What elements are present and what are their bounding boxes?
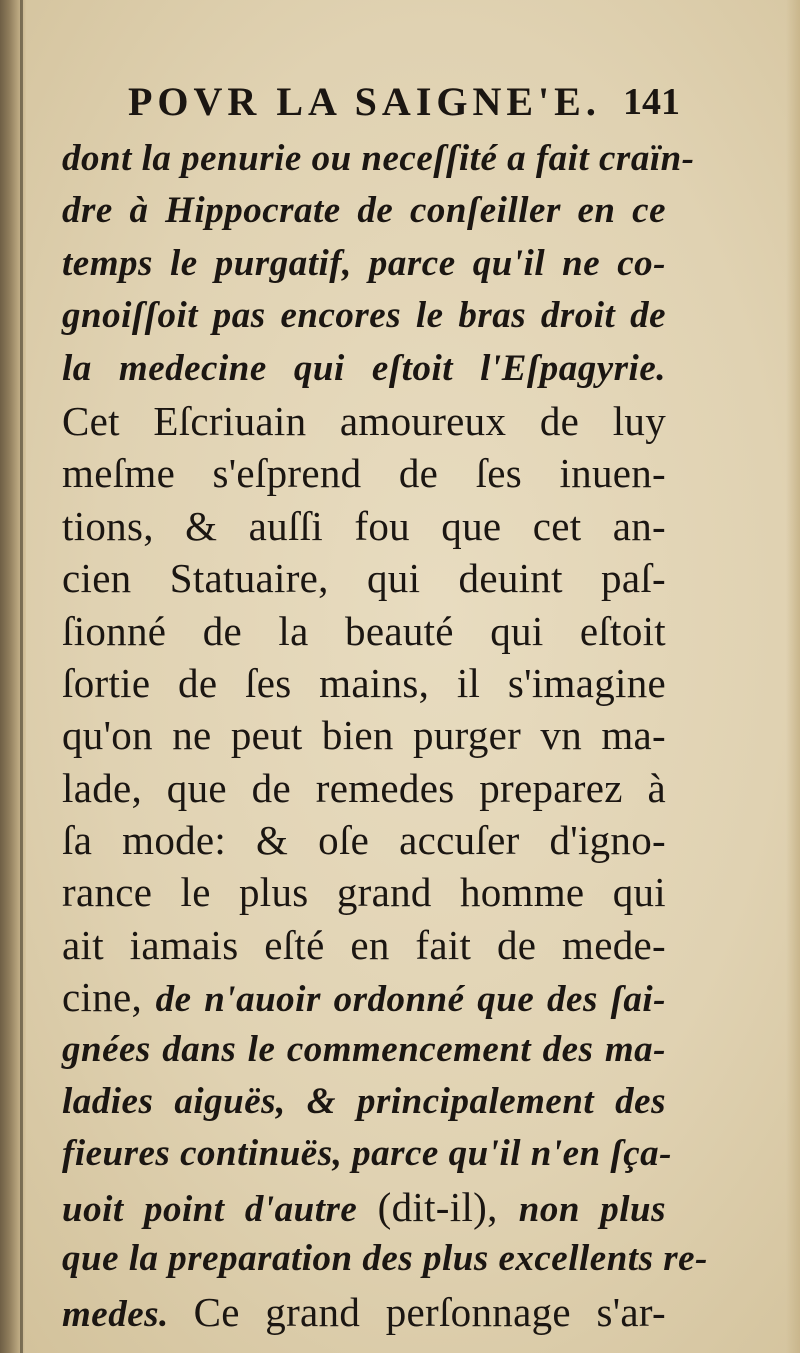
text-line	[62, 447, 666, 499]
text-segment: Ce grand perſonnage s'ar-	[193, 1288, 666, 1335]
text-line	[62, 185, 666, 237]
text-segment: la medecine qui eſtoit l'Eſpagyrie.	[62, 347, 666, 389]
text-line	[62, 133, 695, 185]
text-line	[62, 343, 666, 395]
text-line	[62, 1076, 666, 1128]
text-segment: cien Statuaire, qui deuint paſ-	[62, 555, 666, 602]
text-line	[62, 762, 666, 814]
text-segment: qu'on ne peut bien purger vn ma-	[62, 712, 666, 759]
text-line	[62, 814, 666, 866]
body-text	[62, 133, 708, 1338]
text-line	[62, 709, 666, 761]
text-line	[62, 552, 666, 604]
text-segment: Cet Eſcriuain amoureux de luy	[62, 397, 666, 444]
text-line	[62, 1128, 672, 1180]
text-line	[62, 290, 666, 342]
text-line	[62, 971, 666, 1023]
text-line	[62, 605, 666, 657]
page-number: 141	[623, 81, 680, 123]
text-line	[62, 238, 666, 290]
text-segment: gnées dans le commencement des ma-	[62, 1028, 666, 1070]
page-header	[128, 72, 680, 130]
text-segment: que la preparation des plus excellents re-	[62, 1238, 708, 1280]
text-line	[62, 1233, 708, 1285]
text-segment: dont la penurie ou neceſſité a fait craïn-	[62, 138, 695, 179]
text-segment: tions, & auſſi fou que cet an-	[62, 502, 666, 549]
text-line	[62, 919, 666, 971]
text-segment: rance le plus grand homme qui	[62, 869, 666, 916]
text-line	[62, 1024, 666, 1076]
text-line	[62, 1181, 666, 1233]
text-segment: gnoiſſoit pas encores le bras droit de	[62, 295, 666, 337]
text-segment: uoit point d'autre	[62, 1188, 378, 1230]
gutter-fold-line	[20, 0, 23, 1353]
text-line	[62, 500, 666, 552]
text-segment: ſortie de ſes mains, il s'imagine	[62, 659, 666, 706]
text-segment: ſa mode: & oſe accuſer d'igno-	[62, 817, 666, 864]
text-segment: non plus	[518, 1188, 666, 1230]
text-segment: fieures continuës, parce qu'il n'en ſça-	[62, 1133, 672, 1175]
page-edge	[786, 0, 800, 1353]
text-segment: meſme s'eſprend de ſes inuen-	[62, 450, 666, 497]
text-segment: (dit-il),	[377, 1183, 519, 1230]
text-segment: ait iamais eſté en fait de mede-	[62, 921, 666, 968]
text-segment: lade, que de remedes preparez à	[62, 764, 666, 811]
text-segment: de n'auoir ordonné que des ſai-	[155, 979, 666, 1021]
text-segment: ſionné de la beauté qui eſtoit	[62, 607, 666, 654]
text-line	[62, 657, 666, 709]
text-line	[62, 866, 666, 918]
text-segment: temps le purgatif, parce qu'il ne co-	[62, 242, 666, 284]
text-line	[62, 395, 666, 447]
text-segment: dre à Hippocrate de conſeiller en ce	[62, 190, 666, 232]
running-head: POVR LA SAIGNE'E.	[128, 79, 601, 124]
text-line	[62, 1286, 666, 1338]
text-segment: medes.	[62, 1293, 194, 1335]
text-segment: ladies aiguës, & principalement des	[62, 1081, 666, 1123]
text-segment: cine,	[62, 974, 156, 1021]
